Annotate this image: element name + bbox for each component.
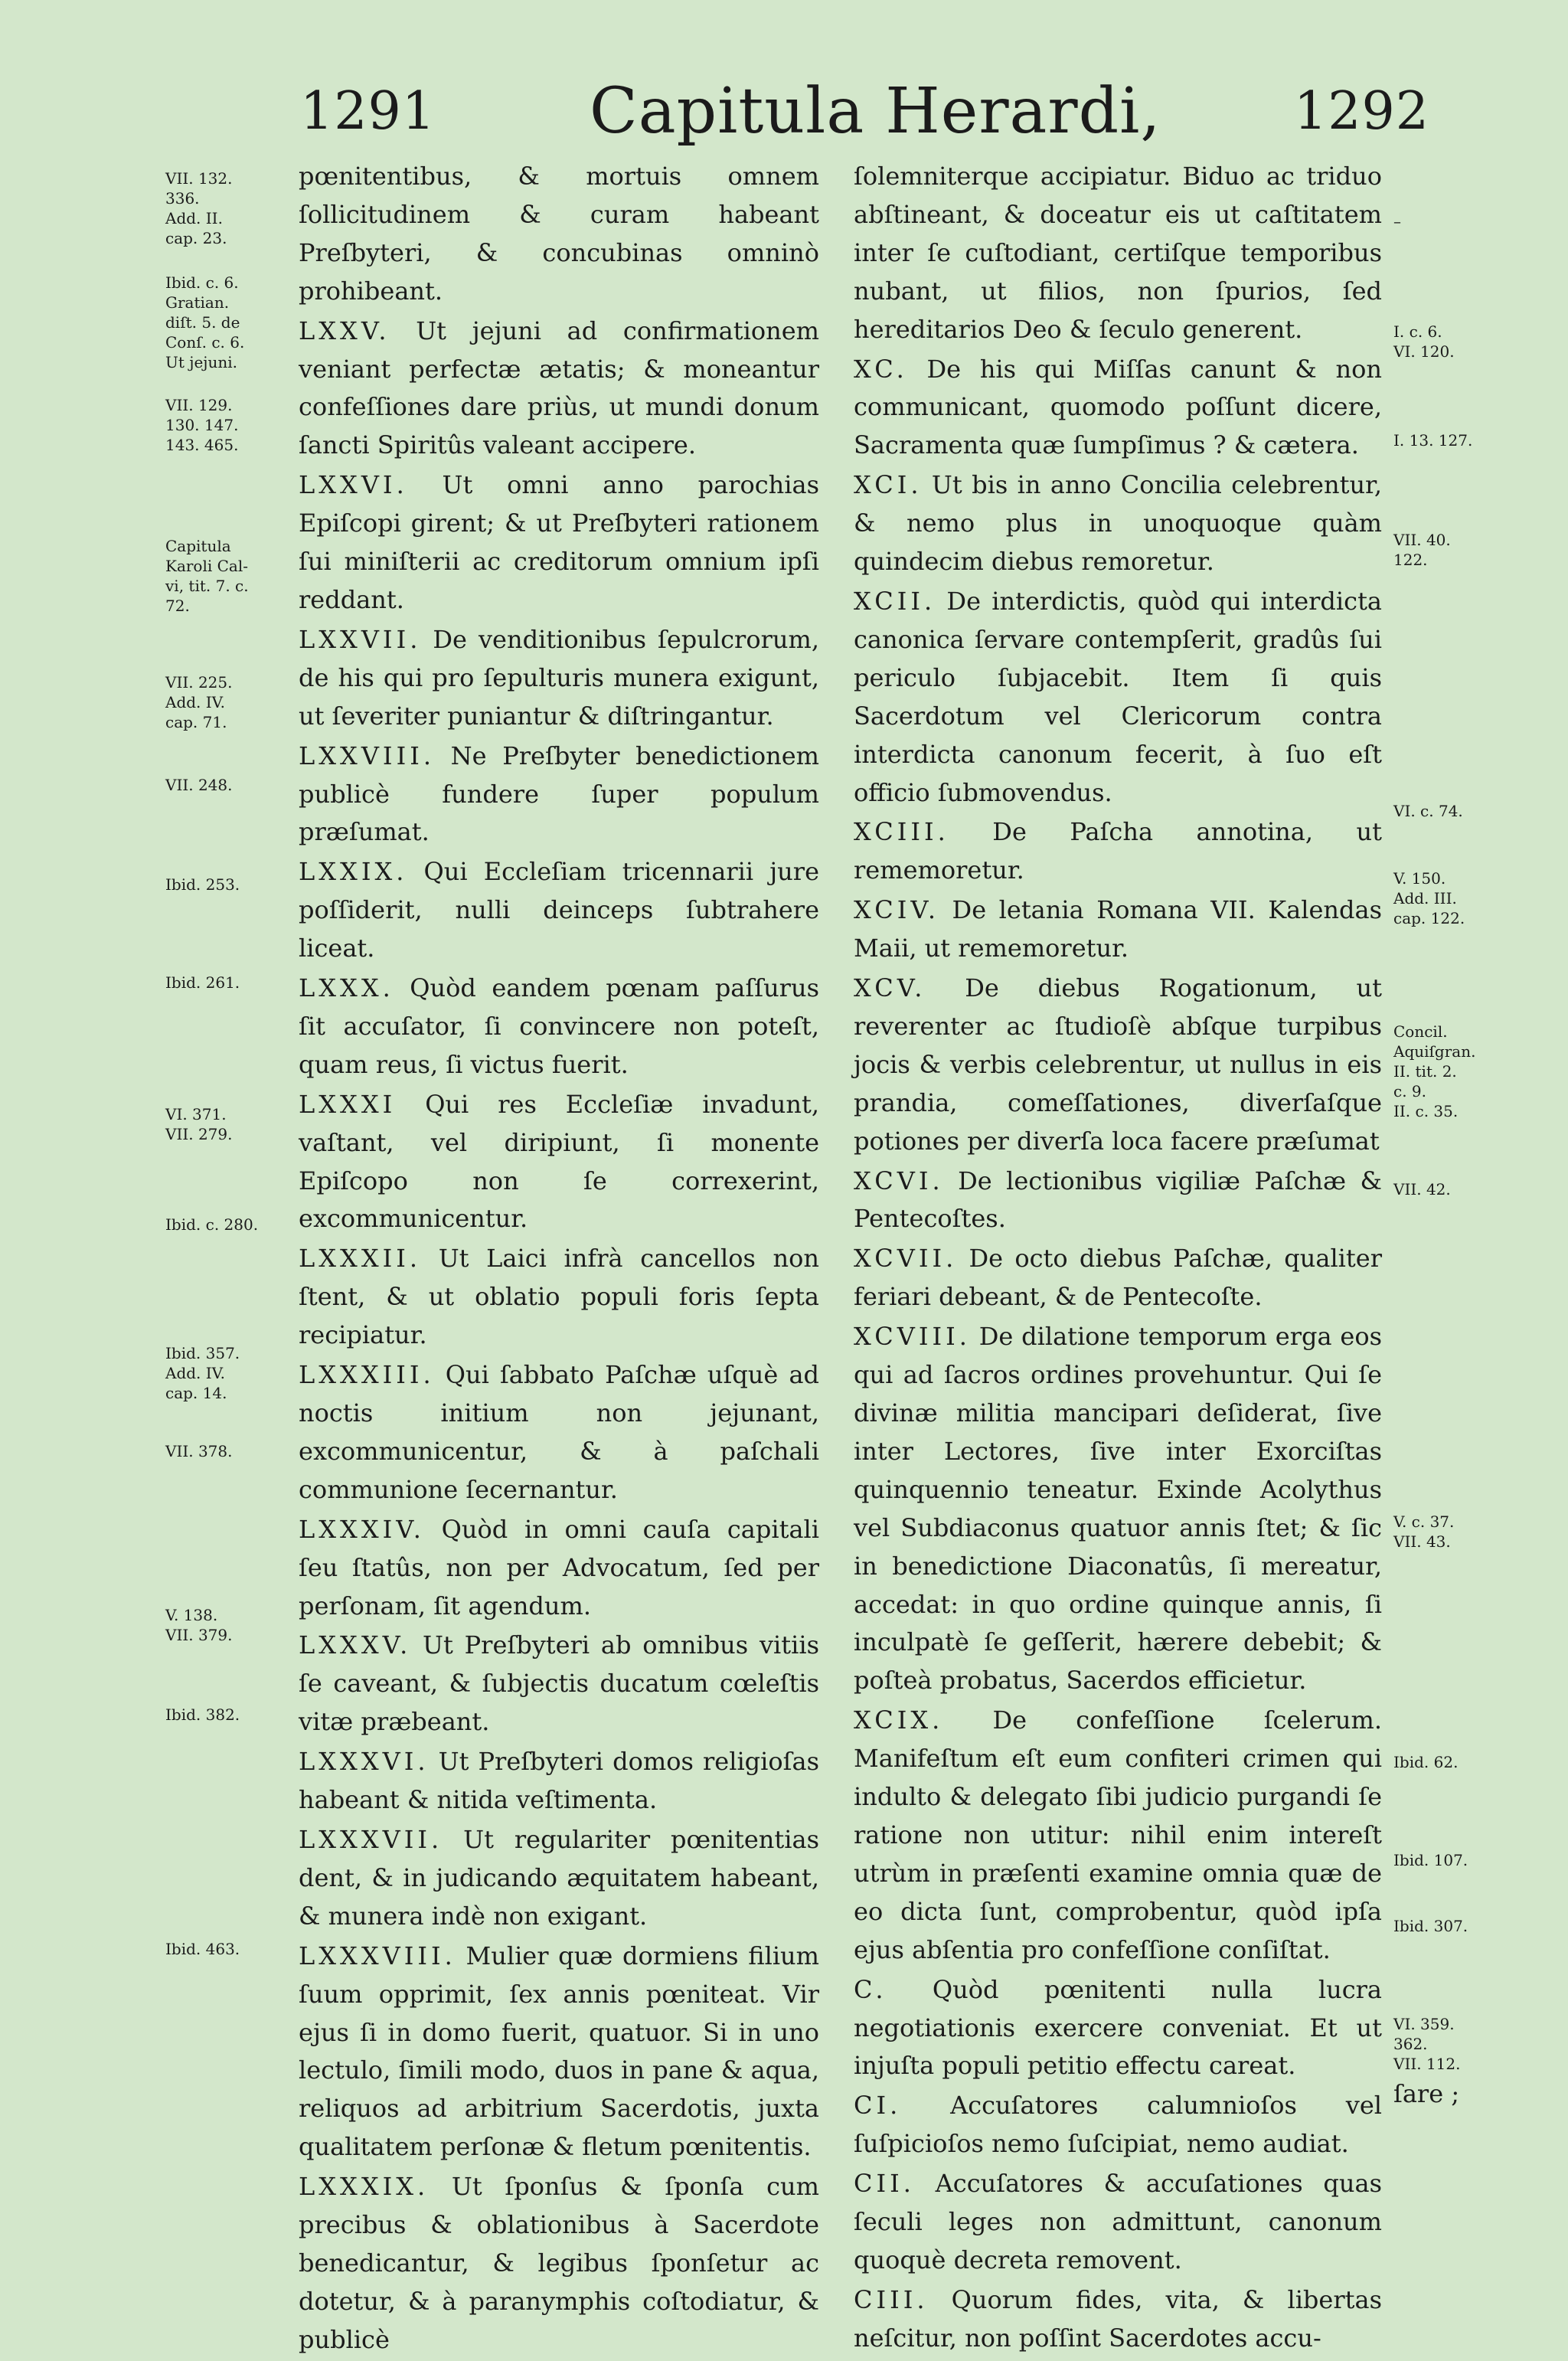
margin-note: – xyxy=(1393,212,1401,231)
chapter-text: Qui res Eccleſiæ invadunt, vaſtant, vel diripiunt, ſi monente Epiſcopo non ſe correxerint, excommunicentur. xyxy=(299,1089,820,1234)
chapter-text: De Paſcha annotina, ut rememoretur. xyxy=(854,817,1382,885)
margin-note: I. 13. 127. xyxy=(1393,431,1473,450)
chapter-number: CI. xyxy=(854,2091,902,2121)
chapter-entry xyxy=(854,1318,1382,1700)
chapter-entry xyxy=(299,158,819,311)
chapter-text: Accuſatores & accuſationes quas ſeculi leges non admittunt, canonum quoquè decreta removent. xyxy=(854,2169,1382,2274)
chapter-text: De his qui Miſſas canunt & non communicant, quomodo poſſunt dicere, Sacramenta quæ ſumpſimus ? & cætera. xyxy=(854,354,1383,460)
running-title: Capitula Herardi, xyxy=(590,75,1161,148)
chapter-number: LXXX. xyxy=(299,973,394,1003)
chapter-text: Quorum fides, vita, & libertas neſcitur, non poſſint Sacerdotes accu- xyxy=(854,2284,1383,2353)
chapter-entry xyxy=(299,1938,819,2166)
chapter-entry xyxy=(299,2168,819,2359)
chapter-text: Ut Preſbyteri domos religioſas habeant & nitida veſtimenta. xyxy=(299,1747,820,1815)
chapter-number: XC. xyxy=(854,354,908,384)
chapter-number: XCI. xyxy=(854,470,923,500)
margin-note: Ibid. 253. xyxy=(165,875,240,894)
chapter-text: Ut bis in anno Concilia celebrentur, & nemo plus in unoquoque quàm quindecim diebus remoretur. xyxy=(854,470,1383,577)
chapter-entry xyxy=(299,1511,819,1626)
chapter-entry xyxy=(299,737,819,852)
chapter-entry xyxy=(854,813,1382,890)
chapter-number: LXXXVIII. xyxy=(299,1941,456,1970)
chapter-text: Ut ſponſus & ſponſa cum precibus & oblationibus à Sacerdote benedicantur, & legibus ſponſetur ac dotetur, & à paranymphis coſtodiatur, & publicè xyxy=(299,2172,820,2354)
margin-note: Ibid. 62. xyxy=(1393,1753,1459,1771)
chapter-number: LXXXVII. xyxy=(299,1824,443,1854)
margin-note: VII. 248. xyxy=(165,776,233,794)
margin-note: V. 150. Add. III. cap. 122. xyxy=(1393,869,1465,927)
chapter-entry xyxy=(854,158,1382,349)
chapter-number: XCVI. xyxy=(854,1166,944,1195)
chapter-number: LXXVI. xyxy=(299,470,408,500)
chapter-text: De venditionibus ſepulcrorum, de his qui pro ſepulturis munera exigunt, ut ſeveriter puniantur & diſtringantur. xyxy=(299,624,819,731)
chapter-text: Ut Laici infrà cancellos non ſtent, & ut oblatio populi foris ſepta recipiatur. xyxy=(299,1244,820,1350)
chapter-text: De letania Romana VII. Kalendas Maii, ut rememoretur. xyxy=(854,895,1383,963)
margin-note: VII. 42. xyxy=(1393,1180,1451,1198)
chapter-number: LXXVII. xyxy=(299,624,422,654)
chapter-entry xyxy=(854,583,1382,812)
chapter-number: LXXXIV. xyxy=(299,1514,425,1544)
chapter-entry xyxy=(854,1163,1382,1239)
chapter-text: De dilatione temporum erga eos qui ad ſacros ordines provehuntur. Qui ſe divinæ militia mancipari deſiderat, ſive inter Lectores, ſive inter Exorciſtas quinquennio teneatur. Exinde Acolythus vel Subdiaconus quatuor annis ſtet; & ſic in benedictione Diaconatûs, ſi mereatur, accedat: in quo ordine quinque annis, ſi inculpatè ſe geſſerit, hærere debebit; & poſteà probatus, Sacerdos efficietur. xyxy=(854,1322,1383,1696)
chapter-entry xyxy=(299,1240,819,1355)
chapter-entry xyxy=(854,1971,1382,2086)
chapter-entry xyxy=(854,970,1382,1161)
chapter-entry xyxy=(854,1702,1382,1969)
margin-note: I. c. 6. VI. 120. xyxy=(1393,322,1455,361)
chapter-text: Mulier quæ dormiens filium ſuum opprimit, ſex annis pœniteat. Vir ejus ſi in domo fuerit, quatuor. Si in uno lectulo, ſimili modo, duos in pane & aqua, reliquos ad arbitrium Sacerdotis, juxta qualitatem perſonæ & fletum pœnitentis. xyxy=(299,1941,820,2162)
margin-note: VII. 40. 122. xyxy=(1393,531,1451,569)
chapter-number: XCIV. xyxy=(854,895,940,925)
margin-note: Ibid. 357. Add. IV. cap. 14. xyxy=(165,1344,240,1402)
margin-note: VII. 132. 336. Add. II. cap. 23. xyxy=(165,169,233,247)
margin-note: Ibid. 382. xyxy=(165,1705,240,1724)
chapter-text: De octo diebus Paſchæ, qualiter feriari debeant, & de Pentecoſte. xyxy=(854,1244,1383,1312)
margin-note: Ibid. 307. xyxy=(1393,1917,1468,1935)
margin-note: Ibid. c. 6. Gratian. diſt. 5. de Conſ. c. 6. Ut jejuni. xyxy=(165,273,245,371)
chapter-text: ſolemniterque accipiatur. Biduo ac triduo abſtineant, & doceatur eis ut caſtitatem inter ſe cuſtodiant, certiſque temporibus nubant, ut filios, non ſpurios, ſed hereditarios Deo & ſeculo generent. xyxy=(854,162,1382,344)
chapter-number: XCII. xyxy=(854,586,936,616)
margin-note: Capitula Karoli Cal- vi, tit. 7. c. 72. xyxy=(165,537,249,615)
chapter-text: Quòd in omni cauſa capitali ſeu ſtatûs, non per Advocatum, ſed per perſonam, ſit agendum. xyxy=(299,1514,820,1620)
chapter-number: XCVII. xyxy=(854,1244,958,1274)
margin-note: VI. 371. VII. 279. xyxy=(165,1105,233,1143)
chapter-entry xyxy=(854,1240,1382,1316)
margin-note: Concil. Aquiſgran. II. tit. 2. c. 9. II. c. 35. xyxy=(1393,1022,1476,1120)
chapter-number: XCVIII. xyxy=(854,1322,971,1352)
chapter-number: LXXXV. xyxy=(299,1630,412,1660)
margin-note: VI. c. 74. xyxy=(1393,802,1463,820)
chapter-text: pœnitentibus, & mortuis omnem ſollicitudinem & curam habeant Preſbyteri, & concubinas omninò prohibeant. xyxy=(299,162,819,306)
margin-note: VII. 378. xyxy=(165,1442,233,1460)
right-text-column xyxy=(854,158,1382,2359)
chapter-text: Ut omni anno parochias Epiſcopi girent; & ut Preſbyteri rationem ſui miniſterii ac creditorum omnium ipſi reddant. xyxy=(299,470,820,614)
chapter-text: Qui Eccleſiam tricennarii jure poſſiderit, nulli deinceps ſubtrahere liceat. xyxy=(299,857,819,963)
chapter-entry xyxy=(299,1086,819,1239)
chapter-entry xyxy=(854,2165,1382,2280)
margin-note: VII. 129. 130. 147. 143. 465. xyxy=(165,396,239,454)
chapter-number: XCIX. xyxy=(854,1705,944,1735)
page-number-right: 1292 xyxy=(1294,81,1430,142)
chapter-text: Quòd eandem pœnam paſſurus ſit accuſator, ſi convincere non poteſt, quam reus, ſi victus fuerit. xyxy=(299,973,820,1079)
chapter-entry xyxy=(299,1627,819,1741)
chapter-number: LXXXIX. xyxy=(299,2172,430,2202)
chapter-entry xyxy=(299,970,819,1084)
margin-note: VII. 225. Add. IV. cap. 71. xyxy=(165,673,233,731)
chapter-number: LXXXVI. xyxy=(299,1747,430,1777)
chapter-number: XCIII. xyxy=(854,817,949,847)
margin-note: Ibid. 261. xyxy=(165,973,240,992)
page-number-left: 1291 xyxy=(300,81,436,142)
margin-note: Ibid. 107. xyxy=(1393,1851,1468,1869)
chapter-entry xyxy=(854,2087,1382,2163)
chapter-entry xyxy=(854,466,1382,581)
chapter-text: De lectionibus vigiliæ Paſchæ & Pentecoſtes. xyxy=(854,1166,1383,1234)
chapter-entry xyxy=(854,2281,1382,2358)
chapter-text: De confeſſione ſcelerum. Manifeſtum eſt eum confiteri crimen qui indulto & delegato ſibi judicio purgandi ſe ratione non utitur: nihil enim intereſt utrùm in præſenti examine omnia quæ de eo dicta ſunt, comprobentur, quòd ipſa ejus abſentia pro confeſſione conſiſtat. xyxy=(854,1705,1383,1964)
page-header xyxy=(0,75,1568,159)
margin-note: V. c. 37. VII. 43. xyxy=(1393,1512,1455,1551)
chapter-entry xyxy=(299,1743,819,1820)
chapter-number: C. xyxy=(854,1974,887,2004)
left-text-column xyxy=(299,158,819,2361)
chapter-number: LXXIX. xyxy=(299,857,408,887)
chapter-entry xyxy=(299,1821,819,1936)
chapter-text: Quòd pœnitenti nulla lucra negotiationis exercere conveniat. Et ut injuſta populi petitio effectu careat. xyxy=(854,1974,1383,2081)
chapter-number: LXXVIII. xyxy=(299,741,436,770)
chapter-number: XCV. xyxy=(854,973,926,1003)
chapter-text: De diebus Rogationum, ut reverenter ac ſtudioſè abſque turpibus jocis & verbis celebrentur, ut nullus in eis prandia, comeſſationes, diverſaſque potiones per diverſa loca facere præſumat xyxy=(854,973,1383,1156)
chapter-entry xyxy=(299,621,819,736)
margin-note: VI. 359. 362. VII. 112. xyxy=(1393,2015,1461,2073)
chapter-text: Ut Preſbyteri ab omnibus vitiis ſe caveant, & ſubjectis ducatum cœleſtis vitæ præbeant. xyxy=(299,1630,820,1737)
chapter-number: LXXXI xyxy=(299,1089,397,1119)
chapter-entry xyxy=(299,312,819,466)
chapter-entry xyxy=(299,1356,819,1509)
chapter-number: CIII. xyxy=(854,2284,929,2314)
chapter-text: Ut regulariter pœnitentias dent, & in judicando æquitatem habeant, & munera indè non exigant. xyxy=(299,1824,820,1931)
chapter-text: Ut jejuni ad confirmationem veniant perfectæ ætatis; & moneantur confeſſiones dare priùs, ut mundi donum ſancti Spiritûs valeant accipere. xyxy=(299,316,820,460)
chapter-text: Accuſatores calumnioſos vel ſuſpicioſos nemo ſuſcipiat, nemo audiat. xyxy=(854,2091,1383,2159)
chapter-number: LXXXIII. xyxy=(299,1360,435,1390)
chapter-number: LXXV. xyxy=(299,316,390,345)
chapter-text: De interdictis, quòd qui interdicta canonica ſervare contempſerit, gradûs ſui periculo ſubjacebit. Item ſi quis Sacerdotum vel Clericorum contra interdicta canonum fecerit, à ſuo eſt officio ſubmovendus. xyxy=(854,586,1383,807)
chapter-entry xyxy=(299,853,819,968)
chapter-text: Ne Preſbyter benedictionem publicè fundere ſuper populum præſumat. xyxy=(299,741,819,847)
chapter-entry xyxy=(854,891,1382,968)
margin-note: Ibid. c. 280. xyxy=(165,1215,259,1234)
catchword: ſare ; xyxy=(1393,2079,1460,2108)
chapter-number: LXXXII. xyxy=(299,1244,422,1274)
margin-note: Ibid. 463. xyxy=(165,1940,240,1958)
chapter-entry xyxy=(854,351,1382,466)
margin-note: V. 138. VII. 379. xyxy=(165,1606,233,1644)
chapter-number: CII. xyxy=(854,2169,915,2199)
chapter-entry xyxy=(299,466,819,620)
chapter-text: Qui ſabbato Paſchæ uſquè ad noctis initium non jejunant, excommunicentur, & à paſchali communione ſecernantur. xyxy=(299,1360,819,1504)
